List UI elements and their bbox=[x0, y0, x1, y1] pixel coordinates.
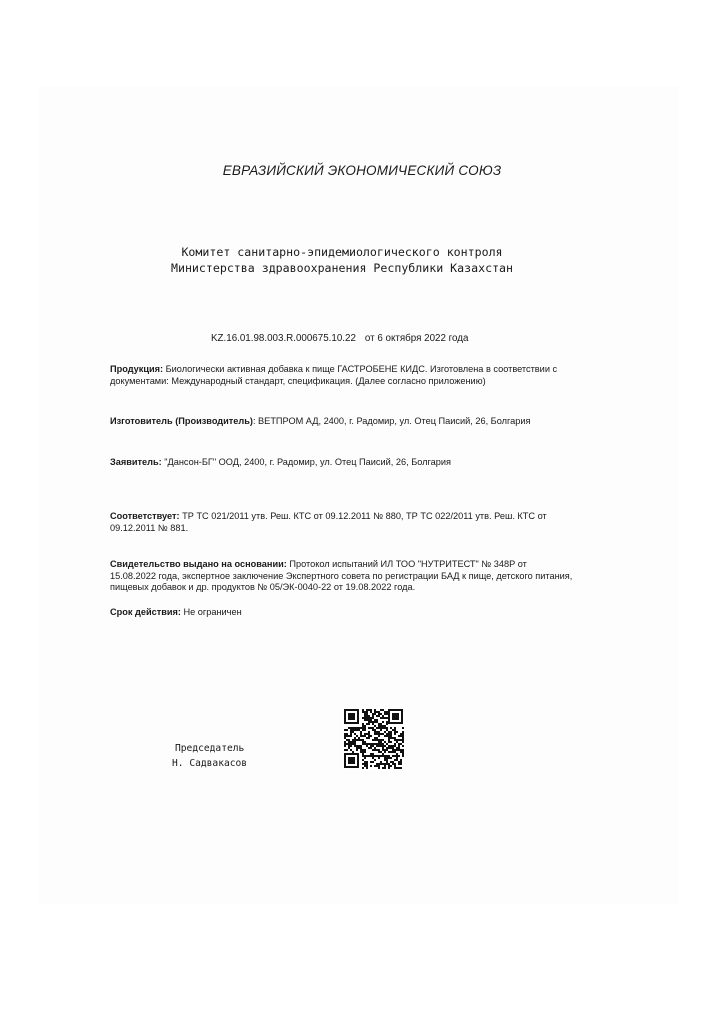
manufacturer-field bbox=[110, 416, 575, 428]
basis-label: Свидетельство выдано на основании: bbox=[110, 559, 287, 569]
registration-date: от 6 октября 2022 года bbox=[364, 333, 469, 344]
validity-field bbox=[110, 607, 575, 619]
committee-line-1: Комитет санитарно-эпидемиологического контроля bbox=[181, 245, 503, 259]
conforms-text: ТР ТС 021/2011 утв. Реш. КТС от 09.12.2011 № 880, ТР ТС 022/2011 утв. Реш. КТС от 09.12.2011 № 881. bbox=[110, 511, 547, 533]
applicant-text: "Дансон-БГ" ООД, 2400, г. Радомир, ул. Отец Паисий, 26, Болгария bbox=[161, 457, 451, 467]
manufacturer-text: : ВЕТПРОМ АД, 2400, г. Радомир, ул. Отец Паисий, 26, Болгария bbox=[252, 416, 531, 426]
signer-name: Н. Садвакасов bbox=[172, 758, 248, 769]
applicant-label: Заявитель: bbox=[110, 457, 162, 467]
validity-label: Срок действия: bbox=[110, 607, 181, 617]
validity-text: Не ограничен bbox=[180, 607, 242, 617]
basis-field bbox=[110, 559, 575, 594]
signer-role: Председатель bbox=[175, 743, 245, 754]
union-title: ЕВРАЗИЙСКИЙ ЭКОНОМИЧЕСКИЙ СОЮЗ bbox=[222, 163, 502, 178]
conforms-label: Соответствует: bbox=[110, 511, 180, 521]
product-field bbox=[110, 364, 575, 387]
manufacturer-label: Изготовитель (Производитель) bbox=[110, 416, 253, 426]
product-text: Биологически активная добавка к пище ГАСТРОБЕНЕ КИДС. Изготовлена в соответствии с документами: Международный стандарт, спецификация. (Далее согласно приложению) bbox=[110, 364, 558, 386]
qr-code-icon bbox=[343, 708, 404, 769]
registration-number: KZ.16.01.98.003.R.000675.10.22 bbox=[211, 333, 356, 344]
conforms-field bbox=[110, 511, 575, 534]
document-sheet bbox=[38, 86, 678, 904]
registration-line bbox=[211, 333, 468, 344]
basis-text: Протокол испытаний ИЛ ТОО "НУТРИТЕСТ" № 348Р от 15.08.2022 года, экспертное заключение Экспертного совета по регистрации БАД к пище, детского питания, пищевых добавок и др. продуктов № 05/ЭК-0040-22 от 19.08.2022 года. bbox=[110, 559, 573, 593]
applicant-field bbox=[110, 457, 575, 469]
product-label: Продукция: bbox=[110, 364, 164, 374]
committee-line-2: Министерства здравоохранения Республики Казахстан bbox=[170, 261, 514, 275]
